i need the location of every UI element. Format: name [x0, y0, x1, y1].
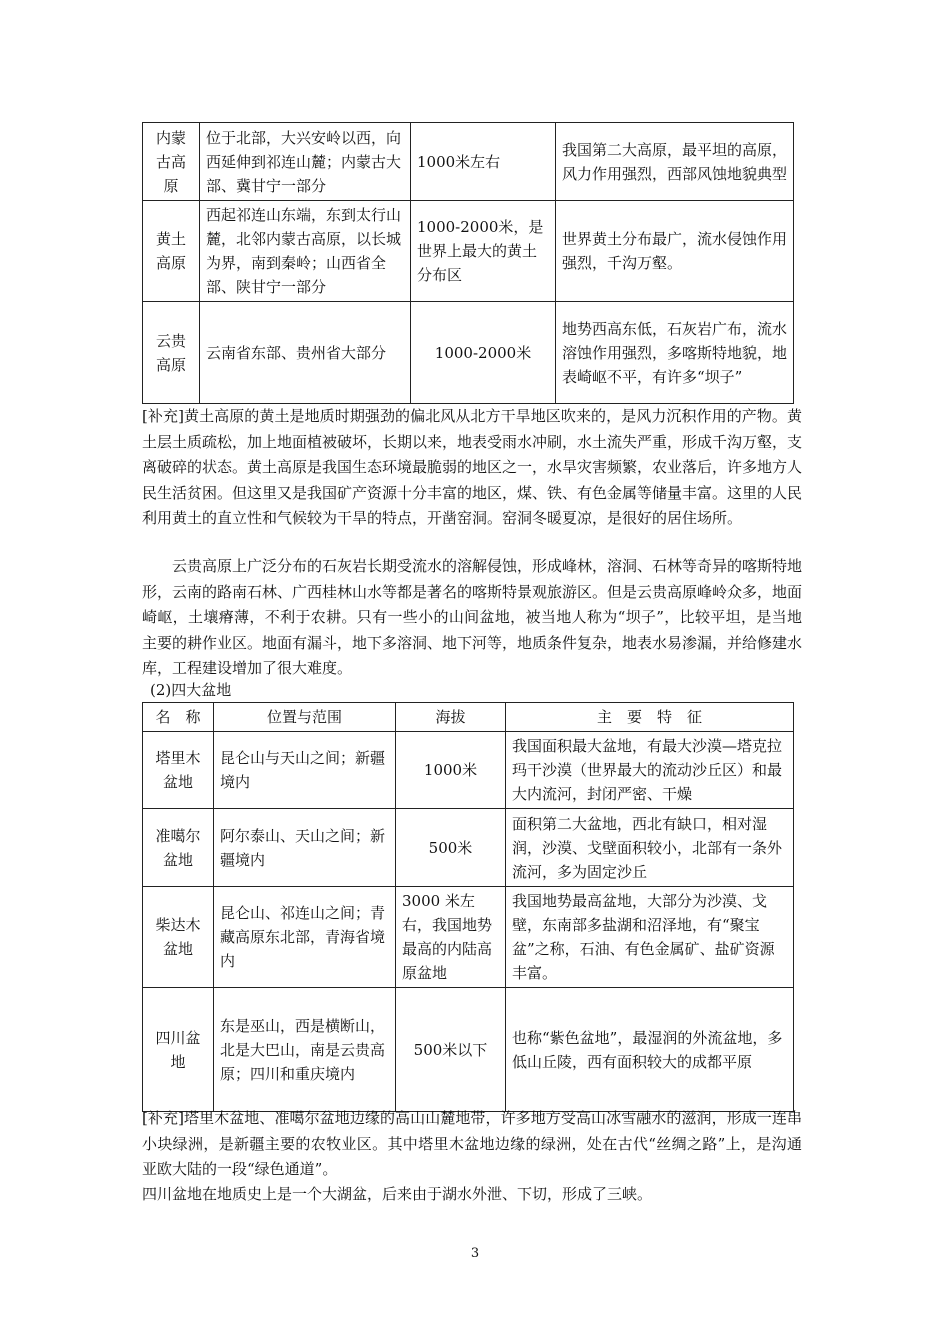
plateau-name: 黄土高原	[143, 201, 200, 302]
basins-heading: (2)四大盆地	[150, 681, 232, 699]
supplement-plateau: [补充]黄土高原的黄土是地质时期强劲的偏北风从北方干旱地区吹来的，是风力沉积作用的产物。黄土层土质疏松，加上地面植被破坏，长期以来，地表受雨水冲刷，水土流失严重，形成千沟万壑，支离破碎的状态。黄土高原是我国生态环境最脆弱的地区之一，水旱灾害频繁，农业落后，许多地方人民生活贫困。但这里又是我国矿产资源十分丰富的地区，煤、铁、有色金属等储量丰富。这里的人民利用黄土的直立性和气候较为干旱的特点，开凿窑洞。窑洞冬暖夏凉，是很好的居住场所。	[142, 407, 803, 527]
plateau-location: 云南省东部、贵州省大部分	[200, 302, 411, 404]
table-row	[143, 988, 794, 1112]
table-row	[143, 732, 794, 809]
plateau-features: 世界黄土分布最广，流水侵蚀作用强烈，千沟万壑。	[556, 201, 794, 302]
yungui-paragraph: 云贵高原上广泛分布的石灰岩长期受流水的溶解侵蚀，形成峰林，溶洞、石林等奇异的喀斯特地形，云南的路南石林、广西桂林山水等都是著名的喀斯特景观旅游区。但是云贵高原峰岭众多，地面崎岖，土壤瘠薄，不利于农耕。只有一些小的山间盆地，被当地人称为“坝子”，比较平坦，是当地主要的耕作业区。地面有漏斗，地下多溶洞、地下河等，地质条件复杂，地表水易渗漏，并给修建水库，工程建设增加了很大难度。	[142, 557, 803, 677]
basin-name: 四川盆地	[143, 988, 214, 1112]
basin-altitude: 500米	[396, 809, 506, 887]
column-header: 海拔	[396, 703, 506, 732]
table-row	[143, 887, 794, 988]
basin-altitude: 500米以下	[396, 988, 506, 1112]
basin-features: 面积第二大盆地，西北有缺口，相对湿润，沙漠、戈壁面积较小，北部有一条外流河，多为固定沙丘	[506, 809, 794, 887]
column-header: 位置与范围	[214, 703, 396, 732]
basin-location: 昆仑山、祁连山之间；青藏高原东北部，青海省境内	[214, 887, 396, 988]
basin-location: 东是巫山，西是横断山，北是大巴山，南是云贵高原；四川和重庆境内	[214, 988, 396, 1112]
basins-table	[142, 702, 794, 1112]
plateau-location: 位于北部，大兴安岭以西，向西延伸到祁连山麓；内蒙古大部、冀甘宁一部分	[200, 123, 411, 201]
plateau-altitude: 1000-2000米	[411, 302, 556, 404]
basin-features: 我国地势最高盆地，大部分为沙漠、戈壁，东南部多盐湖和沼泽地，有“聚宝盆”之称，石油、有色金属矿、盐矿资源丰富。	[506, 887, 794, 988]
plateau-altitude: 1000-2000米，是世界上最大的黄土分布区	[411, 201, 556, 302]
plateau-features: 地势西高东低，石灰岩广布，流水溶蚀作用强烈，多喀斯特地貌，地表崎岖不平，有许多“坝子”	[556, 302, 794, 404]
plateaus-table	[142, 122, 794, 404]
plateau-location: 西起祁连山东端，东到太行山麓，北邻内蒙古高原，以长城为界，南到秦岭；山西省全部、陕甘宁一部分	[200, 201, 411, 302]
plateau-name: 云贵高原	[143, 302, 200, 404]
basin-altitude: 3000 米左右，我国地势最高的内陆高原盆地	[396, 887, 506, 988]
basin-name: 柴达木盆地	[143, 887, 214, 988]
sichuan-note: 四川盆地在地质史上是一个大湖盆，后来由于湖水外泄、下切，形成了三峡。	[142, 1185, 653, 1203]
plateau-name: 内蒙古高原	[143, 123, 200, 201]
basin-features: 也称“紫色盆地”，最湿润的外流盆地，多低山丘陵，西有面积较大的成都平原	[506, 988, 794, 1112]
page-number: 3	[470, 1246, 480, 1261]
column-header: 主 要 特 征	[506, 703, 794, 732]
table-header-row	[143, 703, 794, 732]
table-row	[143, 123, 794, 201]
basin-features: 我国面积最大盆地，有最大沙漠—塔克拉玛干沙漠（世界最大的流动沙丘区）和最大内流河，封闭严密、干燥	[506, 732, 794, 809]
table-row	[143, 302, 794, 404]
basin-name: 塔里木盆地	[143, 732, 214, 809]
basin-name: 准噶尔盆地	[143, 809, 214, 887]
basin-location: 昆仑山与天山之间；新疆境内	[214, 732, 396, 809]
basin-location: 阿尔泰山、天山之间；新疆境内	[214, 809, 396, 887]
table-row	[143, 809, 794, 887]
table-row	[143, 201, 794, 302]
plateau-altitude: 1000米左右	[411, 123, 556, 201]
basin-altitude: 1000米	[396, 732, 506, 809]
supplement-basin: [补充]塔里木盆地、准噶尔盆地边缘的高山山麓地带，许多地方受高山冰雪融水的滋润，形成一连串小块绿洲，是新疆主要的农牧业区。其中塔里木盆地边缘的绿洲，处在古代“丝绸之路”上，是沟通亚欧大陆的一段“绿色通道”。	[142, 1109, 802, 1178]
plateau-features: 我国第二大高原，最平坦的高原，风力作用强烈，西部风蚀地貌典型	[556, 123, 794, 201]
column-header: 名 称	[143, 703, 214, 732]
